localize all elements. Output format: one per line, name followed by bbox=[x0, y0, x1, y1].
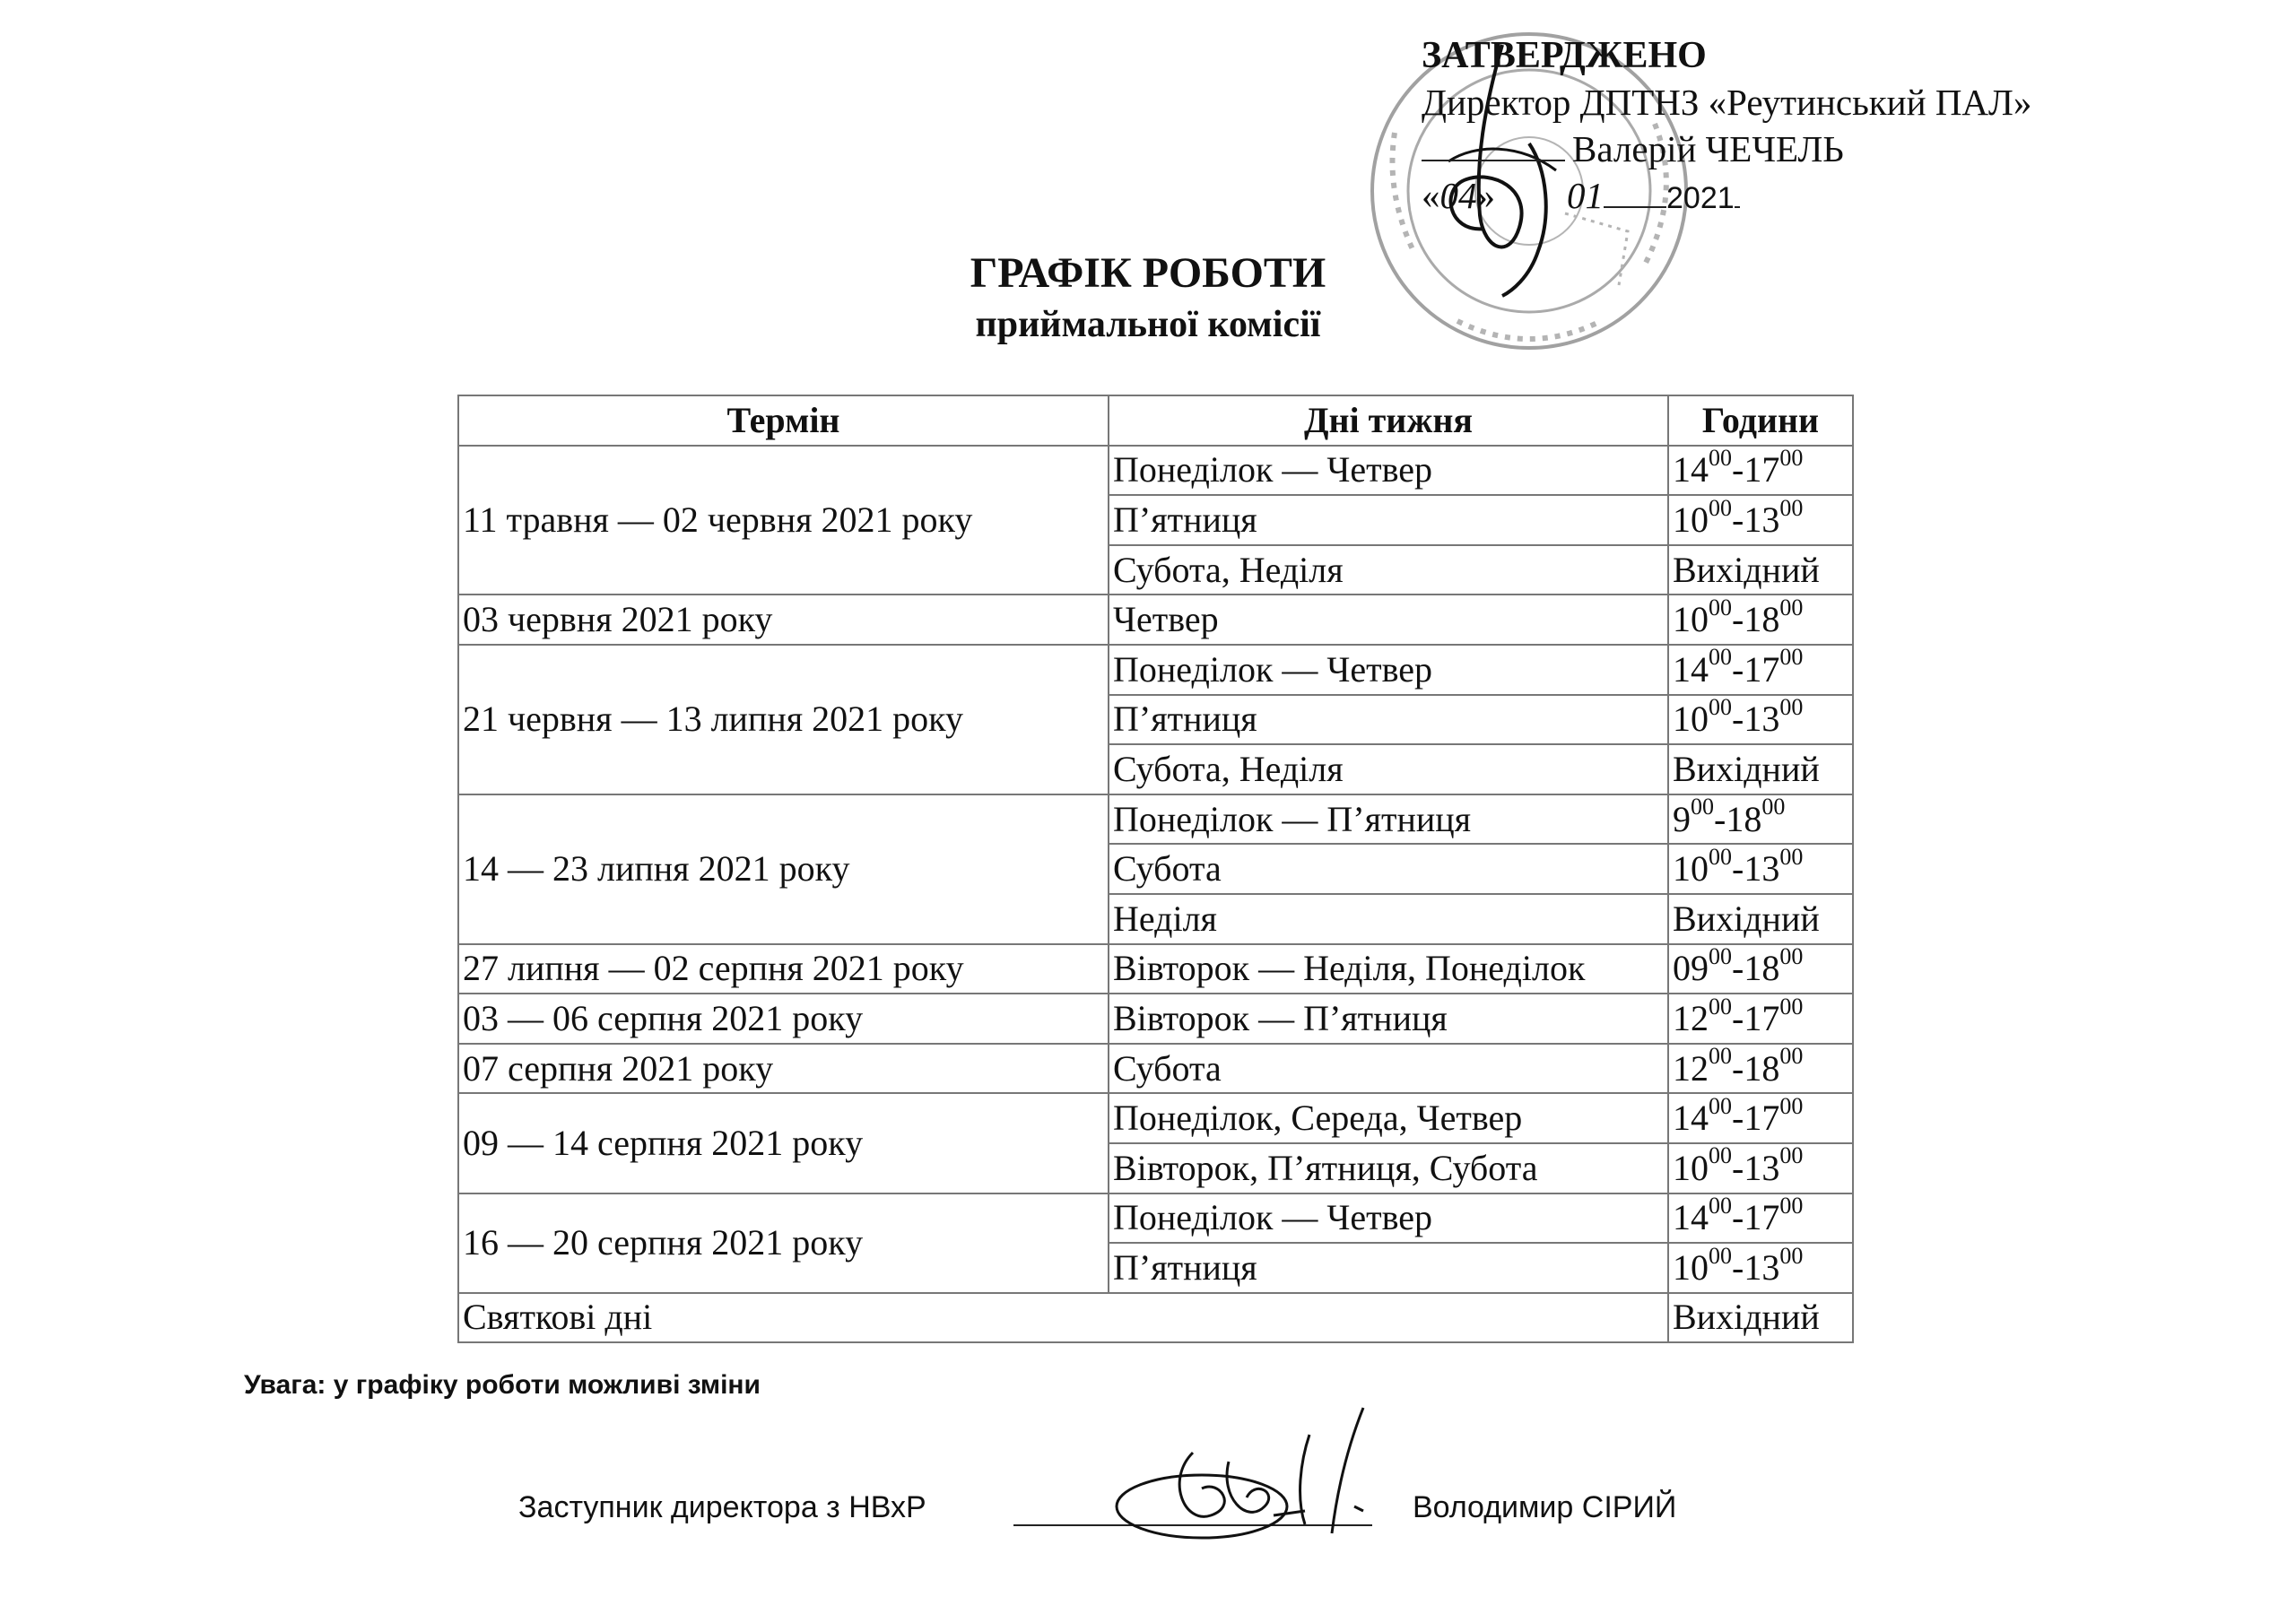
days-cell: Вівторок — П’ятниця bbox=[1109, 994, 1668, 1044]
hours-start-minutes: 00 bbox=[1709, 1243, 1732, 1269]
hours-end-minutes: 00 bbox=[1761, 794, 1786, 820]
approval-position: Директор ДПТНЗ «Реутинський ПАЛ» bbox=[1422, 82, 2032, 123]
term-cell: 03 червня 2021 року bbox=[458, 595, 1109, 645]
hours-end: 13 bbox=[1744, 1147, 1780, 1188]
days-cell: Понеділок — Четвер bbox=[1109, 1193, 1668, 1244]
date-month: 01 bbox=[1567, 175, 1604, 216]
hours-separator: - bbox=[1732, 648, 1744, 690]
table-row bbox=[458, 944, 1853, 994]
hours-cell bbox=[1668, 446, 1853, 496]
hours-start-minutes: 00 bbox=[1709, 994, 1732, 1020]
hours-separator: - bbox=[1732, 848, 1744, 890]
table-row bbox=[458, 1193, 1853, 1244]
table-row bbox=[458, 595, 1853, 645]
header-days: Дні тижня bbox=[1109, 395, 1668, 446]
hours-cell: Вихідний bbox=[1668, 744, 1853, 794]
hours-cell bbox=[1668, 1093, 1853, 1143]
days-cell: Понеділок — Четвер bbox=[1109, 446, 1668, 496]
days-cell: П’ятниця bbox=[1109, 695, 1668, 745]
hours-end-minutes: 00 bbox=[1779, 495, 1804, 521]
hours-end: 13 bbox=[1744, 848, 1780, 890]
hours-end-minutes: 00 bbox=[1779, 994, 1804, 1020]
hours-separator: - bbox=[1732, 499, 1744, 540]
hours-start: 14 bbox=[1673, 1197, 1709, 1238]
hours-end-minutes: 00 bbox=[1779, 694, 1804, 721]
approval-name: Валерій ЧЕЧЕЛЬ bbox=[1572, 128, 1844, 169]
days-cell: Понеділок — П’ятниця bbox=[1109, 794, 1668, 845]
deputy-signature bbox=[1094, 1399, 1417, 1551]
hours-start: 14 bbox=[1673, 648, 1709, 690]
hours-cell bbox=[1668, 944, 1853, 994]
term-cell: 03 — 06 серпня 2021 року bbox=[458, 994, 1109, 1044]
hours-separator: - bbox=[1732, 1246, 1744, 1288]
holiday-row bbox=[458, 1293, 1853, 1343]
hours-end: 17 bbox=[1744, 1197, 1780, 1238]
deputy-name: Володимир СІРИЙ bbox=[1413, 1490, 1677, 1524]
hours-start: 10 bbox=[1673, 599, 1709, 640]
hours-start-minutes: 00 bbox=[1709, 595, 1732, 621]
table-row bbox=[458, 794, 1853, 845]
hours-start: 9 bbox=[1673, 798, 1691, 839]
hours-cell bbox=[1668, 645, 1853, 695]
hours-cell bbox=[1668, 1044, 1853, 1094]
approval-signature-line bbox=[1422, 126, 2103, 172]
table-row bbox=[458, 446, 1853, 496]
hours-separator: - bbox=[1732, 599, 1744, 640]
holiday-label: Святкові дні bbox=[458, 1293, 1668, 1343]
hours-end-minutes: 00 bbox=[1779, 844, 1804, 870]
days-cell: Неділя bbox=[1109, 894, 1668, 944]
hours-end: 13 bbox=[1744, 499, 1780, 540]
hours-start: 14 bbox=[1673, 449, 1709, 490]
hours-end-minutes: 00 bbox=[1779, 1193, 1804, 1219]
hours-start-minutes: 00 bbox=[1691, 794, 1714, 820]
term-cell: 14 — 23 липня 2021 року bbox=[458, 794, 1109, 944]
hours-cell bbox=[1668, 495, 1853, 545]
hours-end-minutes: 00 bbox=[1779, 644, 1804, 671]
hours-start-minutes: 00 bbox=[1709, 844, 1732, 870]
hours-start: 10 bbox=[1673, 848, 1709, 890]
term-cell: 07 серпня 2021 року bbox=[458, 1044, 1109, 1094]
hours-cell bbox=[1668, 1143, 1853, 1193]
title-line-2: приймальної комісії bbox=[975, 304, 1321, 345]
hours-end: 13 bbox=[1744, 1246, 1780, 1288]
hours-cell: Вихідний bbox=[1668, 894, 1853, 944]
table-row bbox=[458, 1044, 1853, 1094]
hours-end-minutes: 00 bbox=[1779, 595, 1804, 621]
hours-separator: - bbox=[1732, 1098, 1744, 1139]
term-cell: 16 — 20 серпня 2021 року bbox=[458, 1193, 1109, 1293]
days-cell: Субота, Неділя bbox=[1109, 545, 1668, 595]
hours-cell: Вихідний bbox=[1668, 545, 1853, 595]
days-cell: Субота, Неділя bbox=[1109, 744, 1668, 794]
date-open-quote: « bbox=[1422, 175, 1440, 216]
days-cell: Четвер bbox=[1109, 595, 1668, 645]
schedule-table bbox=[457, 395, 1854, 1343]
days-cell: Вівторок, П’ятниця, Субота bbox=[1109, 1143, 1668, 1193]
hours-end: 18 bbox=[1744, 1047, 1780, 1089]
term-cell: 11 травня — 02 червня 2021 року bbox=[458, 446, 1109, 595]
hours-start: 10 bbox=[1673, 699, 1709, 740]
hours-end-minutes: 00 bbox=[1779, 1093, 1804, 1119]
date-day: 04 bbox=[1439, 175, 1477, 216]
hours-start: 10 bbox=[1673, 1246, 1709, 1288]
hours-start: 12 bbox=[1673, 997, 1709, 1038]
hours-start-minutes: 00 bbox=[1709, 694, 1732, 721]
hours-end-minutes: 00 bbox=[1779, 943, 1804, 969]
hours-separator: - bbox=[1732, 449, 1744, 490]
document-title bbox=[861, 247, 1435, 349]
hours-start: 10 bbox=[1673, 1147, 1709, 1188]
hours-end: 17 bbox=[1744, 997, 1780, 1038]
hours-start: 12 bbox=[1673, 1047, 1709, 1089]
header-term: Термін bbox=[458, 395, 1109, 446]
term-cell: 27 липня — 02 серпня 2021 року bbox=[458, 944, 1109, 994]
hours-start: 09 bbox=[1673, 948, 1709, 989]
hours-end: 18 bbox=[1744, 948, 1780, 989]
hours-separator: - bbox=[1732, 1197, 1744, 1238]
hours-start-minutes: 00 bbox=[1709, 445, 1732, 472]
hours-separator: - bbox=[1714, 798, 1726, 839]
hours-end: 18 bbox=[1726, 798, 1762, 839]
hours-cell bbox=[1668, 794, 1853, 845]
hours-start-minutes: 00 bbox=[1709, 1043, 1732, 1070]
hours-start: 10 bbox=[1673, 499, 1709, 540]
days-cell: Субота bbox=[1109, 844, 1668, 894]
term-cell: 21 червня — 13 липня 2021 року bbox=[458, 645, 1109, 794]
hours-start-minutes: 00 bbox=[1709, 943, 1732, 969]
hours-end: 17 bbox=[1744, 449, 1780, 490]
hours-separator: - bbox=[1732, 948, 1744, 989]
hours-start-minutes: 00 bbox=[1709, 1193, 1732, 1219]
hours-separator: - bbox=[1732, 1047, 1744, 1089]
date-year: 2021 bbox=[1666, 181, 1735, 215]
hours-start-minutes: 00 bbox=[1709, 1093, 1732, 1119]
hours-end: 17 bbox=[1744, 1098, 1780, 1139]
header-hours: Години bbox=[1668, 395, 1853, 446]
days-cell: П’ятниця bbox=[1109, 495, 1668, 545]
hours-end: 18 bbox=[1744, 599, 1780, 640]
approval-date-line bbox=[1422, 172, 2103, 221]
hours-start-minutes: 00 bbox=[1709, 1142, 1732, 1169]
table-body bbox=[458, 446, 1853, 1343]
title-line-1: ГРАФІК РОБОТИ bbox=[970, 249, 1326, 297]
days-cell: Понеділок, Середа, Четвер bbox=[1109, 1093, 1668, 1143]
days-cell: П’ятниця bbox=[1109, 1243, 1668, 1293]
approval-heading: ЗАТВЕРДЖЕНО bbox=[1422, 35, 1707, 76]
hours-end: 17 bbox=[1744, 648, 1780, 690]
holiday-value: Вихідний bbox=[1668, 1293, 1853, 1343]
hours-cell bbox=[1668, 994, 1853, 1044]
date-close-quote: » bbox=[1476, 175, 1495, 216]
hours-end-minutes: 00 bbox=[1779, 1243, 1804, 1269]
hours-end-minutes: 00 bbox=[1779, 1142, 1804, 1169]
days-cell: Понеділок — Четвер bbox=[1109, 645, 1668, 695]
term-cell: 09 — 14 серпня 2021 року bbox=[458, 1093, 1109, 1193]
signature-blank bbox=[1422, 160, 1565, 161]
hours-end: 13 bbox=[1744, 699, 1780, 740]
hours-separator: - bbox=[1732, 997, 1744, 1038]
days-cell: Субота bbox=[1109, 1044, 1668, 1094]
table-row bbox=[458, 1093, 1853, 1143]
hours-start-minutes: 00 bbox=[1709, 495, 1732, 521]
table-header-row bbox=[458, 395, 1853, 446]
table-row bbox=[458, 994, 1853, 1044]
approval-block bbox=[1422, 32, 2103, 221]
hours-separator: - bbox=[1732, 1147, 1744, 1188]
hours-start-minutes: 00 bbox=[1709, 644, 1732, 671]
hours-end-minutes: 00 bbox=[1779, 1043, 1804, 1070]
hours-end-minutes: 00 bbox=[1779, 445, 1804, 472]
hours-cell bbox=[1668, 844, 1853, 894]
hours-separator: - bbox=[1732, 699, 1744, 740]
hours-cell bbox=[1668, 1193, 1853, 1244]
hours-cell bbox=[1668, 695, 1853, 745]
table-row bbox=[458, 645, 1853, 695]
notice-text: Увага: у графіку роботи можливі зміни bbox=[244, 1370, 761, 1400]
hours-cell bbox=[1668, 595, 1853, 645]
date-blank bbox=[1604, 206, 1666, 208]
deputy-position: Заступник директора з НВхР bbox=[518, 1490, 926, 1524]
days-cell: Вівторок — Неділя, Понеділок bbox=[1109, 944, 1668, 994]
date-underline-end bbox=[1735, 206, 1740, 208]
hours-start: 14 bbox=[1673, 1098, 1709, 1139]
hours-cell bbox=[1668, 1243, 1853, 1293]
